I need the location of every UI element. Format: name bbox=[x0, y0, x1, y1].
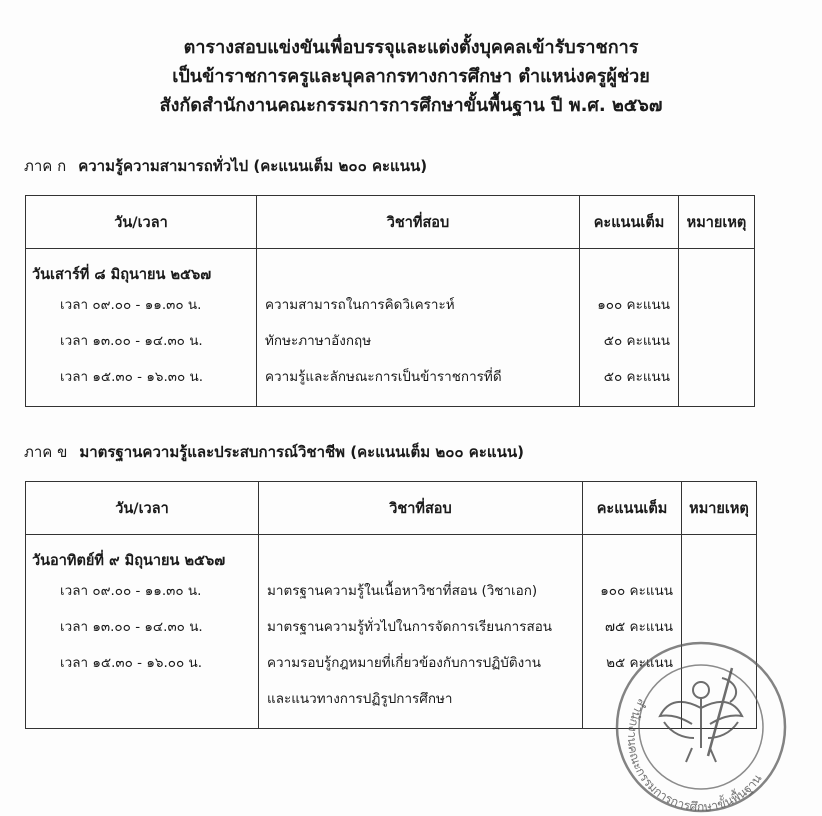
score-cell bbox=[580, 249, 679, 407]
score: ๕๐ คะแนน bbox=[603, 369, 670, 385]
subject: มาตรฐานความรู้ทั่วไปในการจัดการเรียนการสอน bbox=[267, 619, 553, 635]
subject: ทักษะภาษาอังกฤษ bbox=[265, 333, 372, 349]
header-full-score: คะแนนเต็ม bbox=[580, 196, 679, 249]
datetime-cell bbox=[26, 535, 259, 729]
time-slot: เวลา ๐๙.๐๐ - ๑๑.๓๐ น. bbox=[60, 583, 202, 599]
subject: ความรอบรู้กฎหมายที่เกี่ยวข้องกับการปฏิบัติงาน bbox=[267, 655, 542, 671]
official-seal-stamp bbox=[612, 638, 790, 816]
section-a-code: ภาค ก bbox=[24, 157, 67, 175]
section-a-title: ความรู้ความสามารถทั่วไป (คะแนนเต็ม ๒๐๐ คะแนน) bbox=[78, 157, 428, 175]
header-remark: หมายเหตุ bbox=[679, 196, 755, 249]
score: ๒๕ คะแนน bbox=[606, 655, 673, 671]
title-line-2: เป็นข้าราชการครูและบุคลากรทางการศึกษา ตำแหน่งครูผู้ช่วย bbox=[172, 66, 650, 87]
seal-text: สำนักงานคณะกรรมการการศึกษาขั้นพื้นฐาน bbox=[624, 696, 765, 814]
subject: ความรู้และลักษณะการเป็นข้าราชการที่ดี bbox=[265, 369, 502, 385]
score: ๑๐๐ คะแนน bbox=[597, 297, 670, 313]
header-full-score: คะแนนเต็ม bbox=[583, 482, 682, 535]
section-a-heading bbox=[24, 154, 427, 178]
time-slot: เวลา ๐๙.๐๐ - ๑๑.๓๐ น. bbox=[60, 297, 202, 313]
header-datetime: วัน/เวลา bbox=[26, 196, 257, 249]
score: ๑๐๐ คะแนน bbox=[600, 583, 673, 599]
exam-date: วันอาทิตย์ที่ ๙ มิถุนายน ๒๕๖๗ bbox=[32, 553, 226, 569]
header-datetime: วัน/เวลา bbox=[26, 482, 259, 535]
garuda-emblem-icon bbox=[660, 668, 742, 762]
datetime-cell bbox=[26, 249, 257, 407]
score: ๕๐ คะแนน bbox=[603, 333, 670, 349]
table-header-row bbox=[26, 482, 757, 535]
table-body-row bbox=[26, 249, 755, 407]
time-slot: เวลา ๑๓.๐๐ - ๑๔.๓๐ น. bbox=[60, 333, 203, 349]
table-header-row bbox=[26, 196, 755, 249]
subject: ความสามารถในการคิดวิเคราะห์ bbox=[265, 297, 455, 313]
time-slot: เวลา ๑๓.๐๐ - ๑๔.๓๐ น. bbox=[60, 619, 203, 635]
time-slot: เวลา ๑๕.๓๐ - ๑๖.๐๐ น. bbox=[60, 655, 203, 671]
section-b-code: ภาค ข bbox=[24, 443, 68, 461]
title-line-3: สังกัดสำนักงานคณะกรรมการการศึกษาขั้นพื้นฐาน ปี พ.ศ. ๒๕๖๗ bbox=[159, 95, 663, 116]
score: ๗๕ คะแนน bbox=[604, 619, 673, 635]
exam-date: วันเสาร์ที่ ๘ มิถุนายน ๒๕๖๗ bbox=[32, 267, 212, 283]
header-subject: วิชาที่สอบ bbox=[257, 196, 580, 249]
subject: มาตรฐานความรู้ในเนื้อหาวิชาที่สอน (วิชาเอก) bbox=[267, 583, 538, 599]
header-remark: หมายเหตุ bbox=[682, 482, 757, 535]
title-line-1: ตารางสอบแข่งขันเพื่อบรรจุและแต่งตั้งบุคคลเข้ารับราชการ bbox=[183, 37, 639, 58]
header-subject: วิชาที่สอบ bbox=[259, 482, 583, 535]
section-a-table bbox=[25, 195, 755, 407]
section-b-title: มาตรฐานความรู้และประสบการณ์วิชาชีพ (คะแนนเต็ม ๒๐๐ คะแนน) bbox=[79, 443, 524, 461]
remark-cell bbox=[679, 249, 755, 407]
subject-continuation: และแนวทางการปฏิรูปการศึกษา bbox=[267, 691, 453, 707]
subject-cell bbox=[259, 535, 583, 729]
time-slot: เวลา ๑๕.๓๐ - ๑๖.๓๐ น. bbox=[60, 369, 204, 385]
subject-cell bbox=[257, 249, 580, 407]
section-b-heading bbox=[24, 440, 524, 464]
